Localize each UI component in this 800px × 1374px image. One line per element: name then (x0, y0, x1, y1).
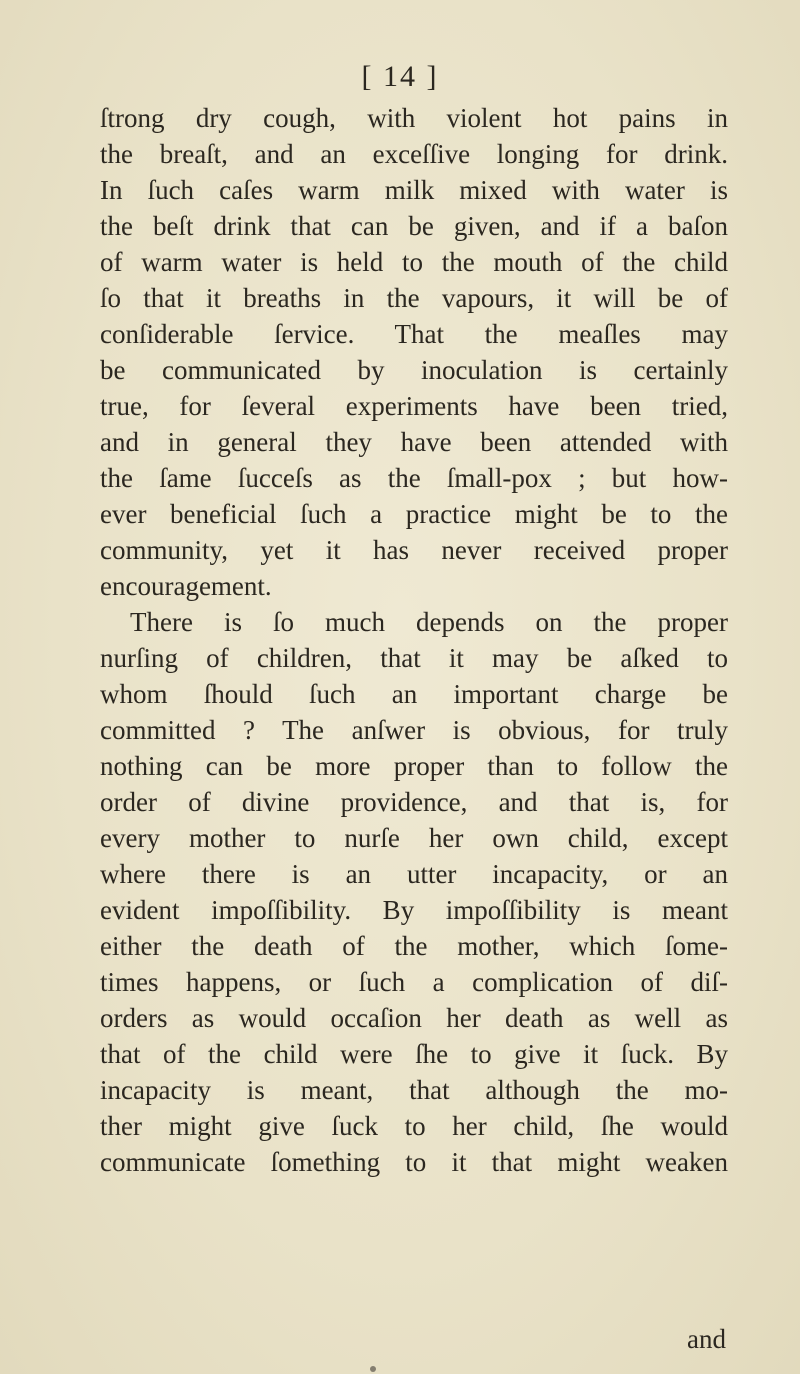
text-line: order of divine providence, and that is, for (100, 787, 728, 817)
catchword: and (687, 1324, 726, 1354)
text-line: times happens, or ſuch a complication of diſ- (100, 967, 728, 997)
text-line: every mother to nurſe her own child, except (100, 823, 728, 853)
text-line: where there is an utter incapacity, or an (100, 859, 728, 889)
text-line: nurſing of children, that it may be aſked to (100, 643, 728, 673)
text-line: the beſt drink that can be given, and if a baſon (100, 211, 728, 241)
text-line: orders as would occaſion her death as well as (100, 1003, 728, 1033)
text-line: that of the child were ſhe to give it ſuck. By (100, 1039, 728, 1069)
text-line: nothing can be more proper than to follow the (100, 751, 728, 781)
text-line: of warm water is held to the mouth of the child (100, 247, 728, 277)
printer-mark-dot (370, 1366, 376, 1372)
text-line: the breaſt, and an exceſſive longing for drink. (100, 139, 728, 169)
text-line: evident impoſſibility. By impoſſibility is meant (100, 895, 728, 925)
text-line: whom ſhould ſuch an important charge be (100, 679, 728, 709)
text-line: There is ſo much depends on the proper (130, 607, 728, 637)
body-text (100, 100, 728, 1180)
text-line: conſiderable ſervice. That the meaſles may (100, 319, 728, 349)
text-line: and in general they have been attended with (100, 427, 728, 457)
text-line: true, for ſeveral experiments have been tried, (100, 391, 728, 421)
text-line: ſtrong dry cough, with violent hot pains in (100, 103, 728, 133)
text-line: either the death of the mother, which ſome- (100, 931, 728, 961)
text-line: community, yet it has never received proper (100, 535, 728, 565)
text-line: ther might give ſuck to her child, ſhe would (100, 1111, 728, 1141)
text-line: communicate ſomething to it that might weaken (100, 1147, 728, 1177)
text-line: encouragement. (100, 571, 272, 601)
text-line: be communicated by inoculation is certainly (100, 355, 728, 385)
page-number: [ 14 ] (361, 60, 439, 93)
text-line: ever beneficial ſuch a practice might be to the (100, 499, 728, 529)
text-line: committed ? The anſwer is obvious, for truly (100, 715, 728, 745)
text-line: the ſame ſucceſs as the ſmall-pox ; but how- (100, 463, 728, 493)
text-line: In ſuch caſes warm milk mixed with water is (100, 175, 728, 205)
text-line: ſo that it breaths in the vapours, it will be of (100, 283, 728, 313)
text-line: incapacity is meant, that although the mo- (100, 1075, 728, 1105)
